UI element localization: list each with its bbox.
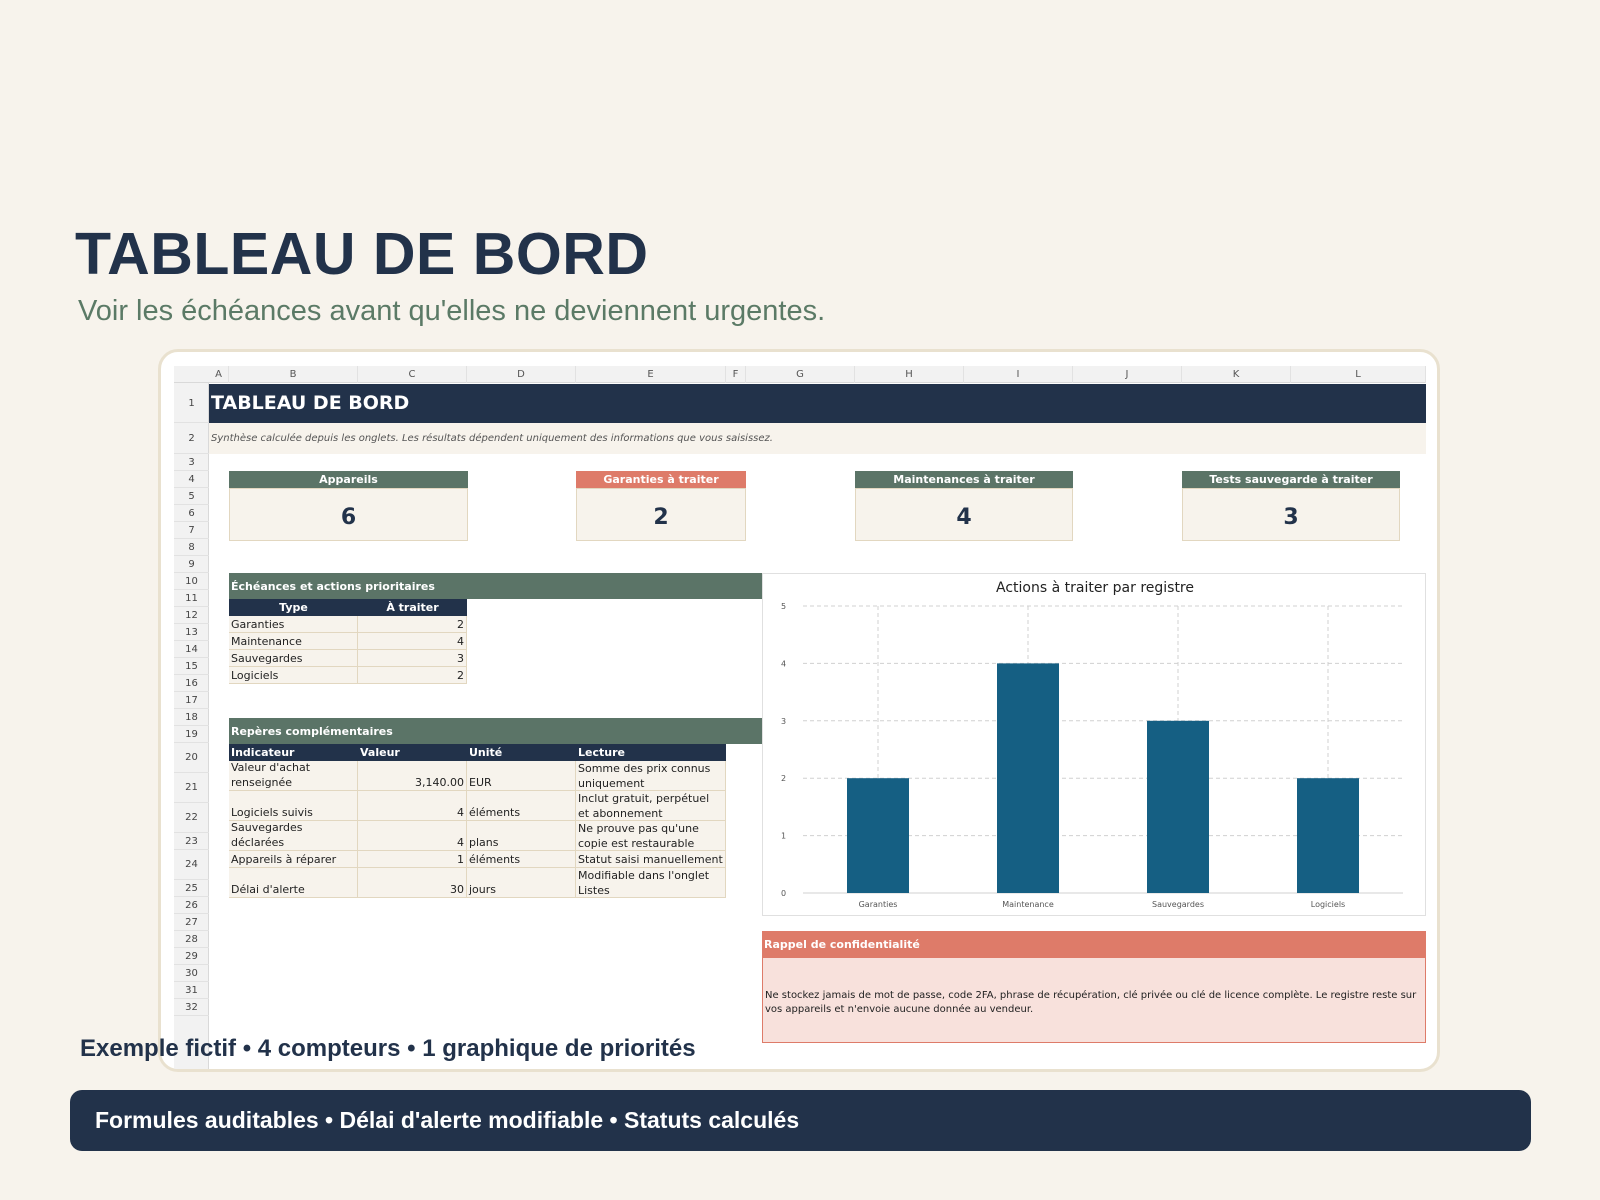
chart-bar: [1147, 721, 1209, 893]
reperes-cell[interactable]: Sauvegardes déclarées: [229, 821, 358, 851]
chart-x-tick-label: Logiciels: [1310, 900, 1346, 909]
row-header-1[interactable]: 1: [174, 384, 209, 423]
column-header-h[interactable]: H: [855, 366, 964, 383]
row-header-28[interactable]: 28: [174, 931, 209, 948]
reperes-cell[interactable]: Statut saisi manuellement: [576, 851, 726, 868]
column-header-e[interactable]: E: [576, 366, 726, 383]
reperes-cell[interactable]: Logiciels suivis: [229, 791, 358, 821]
deadlines-cell[interactable]: 2: [358, 616, 467, 633]
row-header-30[interactable]: 30: [174, 965, 209, 982]
column-header-j[interactable]: J: [1073, 366, 1182, 383]
kpi-label[interactable]: Appareils: [229, 471, 468, 488]
deadlines-cell[interactable]: 4: [358, 633, 467, 650]
row-header-6[interactable]: 6: [174, 505, 209, 522]
kpi-value[interactable]: 2: [576, 488, 746, 541]
kpi-label[interactable]: Tests sauvegarde à traiter: [1182, 471, 1400, 488]
reperes-cell[interactable]: Délai d'alerte: [229, 868, 358, 898]
deadlines-cell[interactable]: Maintenance: [229, 633, 358, 650]
reperes-header-cell[interactable]: Indicateur: [229, 744, 358, 761]
kpi-value[interactable]: 3: [1182, 488, 1400, 541]
reperes-cell[interactable]: Valeur d'achat renseignée: [229, 761, 358, 791]
reperes-header-cell[interactable]: Valeur: [358, 744, 467, 761]
row-header-4[interactable]: 4: [174, 471, 209, 488]
chart-bar: [1297, 778, 1359, 893]
confidentiality-title[interactable]: Rappel de confidentialité: [762, 931, 1426, 957]
reperes-cell[interactable]: Somme des prix connus uniquement: [576, 761, 726, 791]
deadlines-cell[interactable]: 3: [358, 650, 467, 667]
footer-banner: Formules auditables • Délai d'alerte modifiable • Statuts calculés: [70, 1090, 1531, 1151]
row-header-15[interactable]: 15: [174, 658, 209, 675]
reperes-cell[interactable]: 3,140.00: [358, 761, 467, 791]
row-header-16[interactable]: 16: [174, 675, 209, 692]
column-header-f[interactable]: F: [726, 366, 746, 383]
column-header-b[interactable]: B: [229, 366, 358, 383]
deadlines-header-cell[interactable]: À traiter: [358, 599, 467, 616]
sheet-note-cell[interactable]: Synthèse calculée depuis les onglets. Les résultats dépendent uniquement des informations que vous saisissez.: [209, 423, 1426, 454]
deadlines-cell[interactable]: Garanties: [229, 616, 358, 633]
row-header-17[interactable]: 17: [174, 692, 209, 709]
reperes-cell[interactable]: 30: [358, 868, 467, 898]
row-header-20[interactable]: 20: [174, 743, 209, 773]
reperes-cell[interactable]: plans: [467, 821, 576, 851]
row-header-12[interactable]: 12: [174, 607, 209, 624]
chart-bar: [997, 663, 1059, 893]
row-header-24[interactable]: 24: [174, 850, 209, 880]
row-header-22[interactable]: 22: [174, 803, 209, 833]
row-header-26[interactable]: 26: [174, 897, 209, 914]
reperes-cell[interactable]: EUR: [467, 761, 576, 791]
row-header-13[interactable]: 13: [174, 624, 209, 641]
row-headers: [174, 383, 209, 1072]
chart-plot: [763, 574, 1427, 917]
column-header-c[interactable]: C: [358, 366, 467, 383]
deadlines-cell[interactable]: 2: [358, 667, 467, 684]
row-header-5[interactable]: 5: [174, 488, 209, 505]
row-header-11[interactable]: 11: [174, 590, 209, 607]
chart-y-tick-label: 1: [781, 831, 787, 841]
chart-y-tick-label: 5: [781, 602, 787, 611]
column-header-d[interactable]: D: [467, 366, 576, 383]
reperes-cell[interactable]: Inclut gratuit, perpétuel et abonnement: [576, 791, 726, 821]
row-header-9[interactable]: 9: [174, 556, 209, 573]
reperes-cell[interactable]: jours: [467, 868, 576, 898]
row-header-19[interactable]: 19: [174, 726, 209, 743]
reperes-cell[interactable]: Appareils à réparer: [229, 851, 358, 868]
reperes-cell[interactable]: Ne prouve pas qu'une copie est restaurable: [576, 821, 726, 851]
confidentiality-text[interactable]: Ne stockez jamais de mot de passe, code 2FA, phrase de récupération, clé privée ou clé de licence complète. Le registre reste sur vos appareils et n'envoie aucune donnée au vendeur.: [762, 957, 1426, 1043]
priority-chart[interactable]: [762, 573, 1426, 916]
reperes-cell[interactable]: 4: [358, 821, 467, 851]
reperes-cell[interactable]: éléments: [467, 851, 576, 868]
chart-y-tick-label: 2: [781, 774, 787, 784]
deadlines-cell[interactable]: Sauvegardes: [229, 650, 358, 667]
row-header-14[interactable]: 14: [174, 641, 209, 658]
column-headers: [174, 366, 1426, 383]
sheet-title-cell[interactable]: TABLEAU DE BORD: [209, 384, 1426, 423]
spreadsheet: [174, 366, 1426, 1072]
kpi-label[interactable]: Garanties à traiter: [576, 471, 746, 488]
row-header-23[interactable]: 23: [174, 833, 209, 850]
column-header-l[interactable]: L: [1291, 366, 1426, 383]
caption: Exemple fictif • 4 compteurs • 1 graphique de priorités: [80, 1035, 696, 1062]
kpi-value[interactable]: 6: [229, 488, 468, 541]
deadlines-cell[interactable]: Logiciels: [229, 667, 358, 684]
row-header-29[interactable]: 29: [174, 948, 209, 965]
chart-title: Actions à traiter par registre: [996, 580, 1194, 596]
column-header-g[interactable]: G: [746, 366, 855, 383]
reperes-header-cell[interactable]: Unité: [467, 744, 576, 761]
reperes-header-cell[interactable]: Lecture: [576, 744, 726, 761]
row-header-10[interactable]: 10: [174, 573, 209, 590]
page-title: TABLEAU DE BORD: [75, 221, 649, 287]
chart-x-tick-label: Sauvegardes: [1151, 900, 1205, 909]
kpi-label[interactable]: Maintenances à traiter: [855, 471, 1073, 488]
row-header-7[interactable]: 7: [174, 522, 209, 539]
column-header-i[interactable]: I: [964, 366, 1073, 383]
row-header-8[interactable]: 8: [174, 539, 209, 556]
reperes-cell[interactable]: éléments: [467, 791, 576, 821]
row-header-21[interactable]: 21: [174, 773, 209, 803]
row-header-32[interactable]: 32: [174, 999, 209, 1016]
row-header-31[interactable]: 31: [174, 982, 209, 999]
chart-y-tick-label: 4: [781, 659, 787, 669]
row-header-18[interactable]: 18: [174, 709, 209, 726]
chart-y-tick-label: 0: [781, 889, 787, 898]
column-header-a[interactable]: A: [209, 366, 229, 383]
row-header-27[interactable]: 27: [174, 914, 209, 931]
chart-y-tick-label: 3: [781, 716, 787, 726]
chart-bar: [847, 778, 909, 893]
kpi-value[interactable]: 4: [855, 488, 1073, 541]
deadlines-header-cell[interactable]: Type: [229, 599, 358, 616]
reperes-cell[interactable]: Modifiable dans l'onglet Listes: [576, 868, 726, 898]
row-header-25[interactable]: 25: [174, 880, 209, 897]
row-header-2[interactable]: 2: [174, 423, 209, 454]
spreadsheet-card: [158, 349, 1440, 1072]
chart-x-tick-label: Garanties: [858, 900, 898, 909]
reperes-cell[interactable]: 4: [358, 791, 467, 821]
page-subtitle: Voir les échéances avant qu'elles ne deviennent urgentes.: [78, 295, 826, 327]
chart-x-tick-label: Maintenance: [1002, 900, 1054, 909]
deadlines-section-title[interactable]: Échéances et actions prioritaires: [229, 573, 762, 599]
reperes-section-title[interactable]: Repères complémentaires: [229, 718, 762, 744]
row-header-3[interactable]: 3: [174, 454, 209, 471]
reperes-cell[interactable]: 1: [358, 851, 467, 868]
column-header-k[interactable]: K: [1182, 366, 1291, 383]
